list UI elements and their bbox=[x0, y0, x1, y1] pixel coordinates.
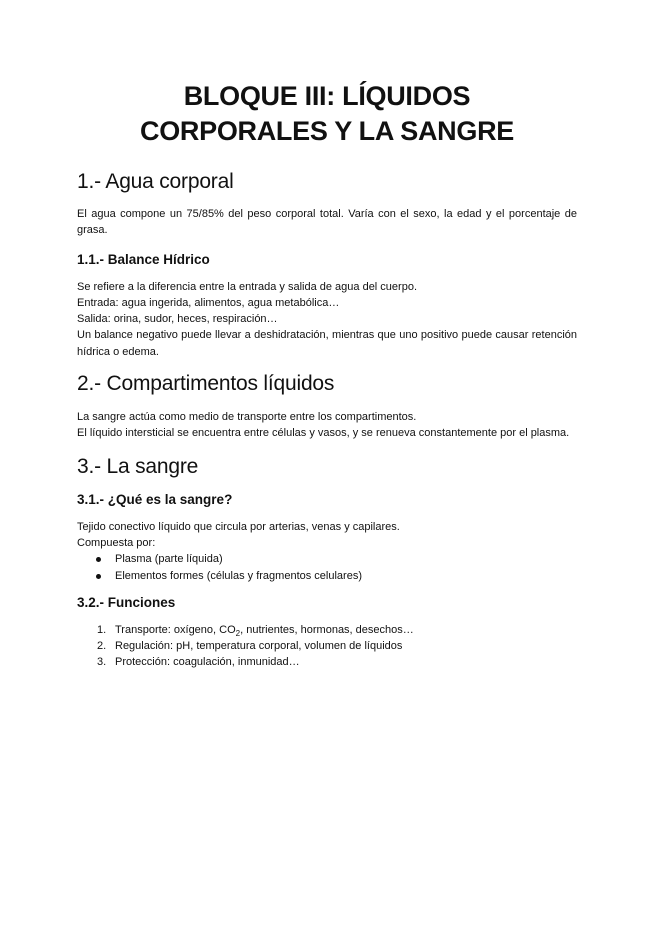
list-item bbox=[77, 568, 577, 584]
subscript: 2 bbox=[235, 629, 241, 639]
text-part: Transporte: oxígeno, CO bbox=[115, 623, 236, 636]
title-line-2: CORPORALES Y LA SANGRE bbox=[140, 116, 514, 146]
numbered-list bbox=[77, 622, 577, 671]
bullet-list bbox=[77, 551, 577, 584]
document-page bbox=[0, 79, 655, 927]
section-heading-agua-corporal: 1.- Agua corporal bbox=[77, 170, 234, 193]
list-item bbox=[77, 638, 577, 654]
paragraph-line: Compuesta por: bbox=[77, 536, 156, 549]
document-title bbox=[77, 79, 577, 149]
list-item-text: Protección: coagulación, inmunidad… bbox=[115, 656, 300, 669]
paragraph-line: La sangre actúa como medio de transporte entre los compartimentos. bbox=[77, 411, 417, 424]
section-heading-compartimentos: 2.- Compartimentos líquidos bbox=[77, 372, 335, 396]
list-number: 3. bbox=[97, 656, 107, 669]
list-item-text bbox=[115, 623, 414, 639]
list-item bbox=[77, 622, 577, 638]
paragraph-line: El líquido intersticial se encuentra entre células y vasos, y se renueva constantemente por el plasma. bbox=[77, 427, 570, 440]
paragraph-line: Entrada: agua ingerida, alimentos, agua metabólica… bbox=[77, 296, 340, 309]
section-heading-la-sangre: 3.- La sangre bbox=[77, 454, 199, 478]
que-es-text bbox=[77, 519, 577, 584]
subsection-heading-que-es-la-sangre: 3.1.- ¿Qué es la sangre? bbox=[77, 491, 233, 507]
text-part: , nutrientes, hormonas, desechos… bbox=[240, 623, 414, 636]
list-item-text: Elementos formes (células y fragmentos celulares) bbox=[115, 569, 362, 582]
bullet-icon bbox=[96, 574, 101, 579]
paragraph-line: Salida: orina, sudor, heces, respiración… bbox=[77, 313, 278, 326]
subsection-heading-funciones: 3.2.- Funciones bbox=[77, 594, 176, 610]
list-item bbox=[77, 654, 577, 670]
list-item-text: Regulación: pH, temperatura corporal, volumen de líquidos bbox=[115, 640, 403, 653]
list-item-text: Plasma (parte líquida) bbox=[115, 553, 223, 566]
title-line-1: BLOQUE III: LÍQUIDOS bbox=[183, 81, 471, 111]
paragraph-line: Un balance negativo puede llevar a deshidratación, mientras que uno positivo puede causar retención hídrica o edema. bbox=[77, 329, 577, 358]
list-number: 1. bbox=[97, 623, 107, 636]
section-paragraph: El agua compone un 75/85% del peso corporal total. Varía con el sexo, la edad y el porcentaje de grasa. bbox=[77, 208, 577, 237]
bullet-icon bbox=[96, 557, 101, 562]
list-number: 2. bbox=[97, 640, 107, 653]
compartimentos-text bbox=[77, 409, 577, 442]
balance-hidrico-text bbox=[77, 279, 577, 360]
subsection-heading-balance-hidrico: 1.1.- Balance Hídrico bbox=[77, 251, 210, 267]
paragraph-line: Se refiere a la diferencia entre la entrada y salida de agua del cuerpo. bbox=[77, 280, 417, 293]
paragraph-line: Tejido conectivo líquido que circula por arterias, venas y capilares. bbox=[77, 520, 400, 533]
list-item bbox=[77, 551, 577, 567]
